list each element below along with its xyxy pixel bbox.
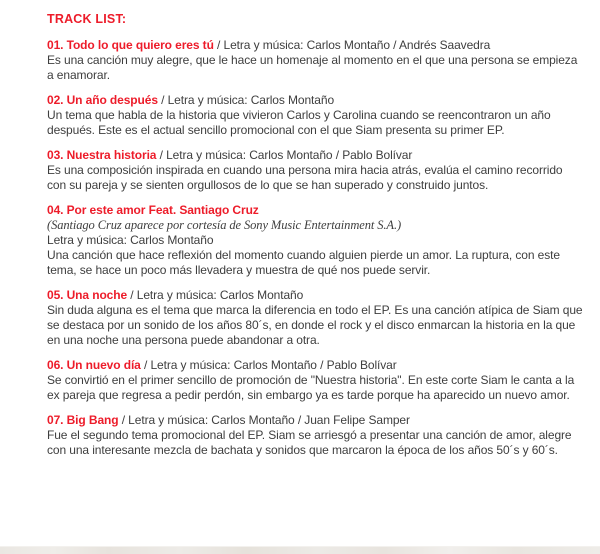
track-title: 05. Una noche	[47, 288, 128, 302]
track-credits: / Letra y música: Carlos Montaño / Andrés Saavedra	[213, 38, 491, 52]
track-header	[47, 148, 584, 163]
track-item-05	[47, 288, 584, 348]
track-title: 06. Un nuevo día	[47, 358, 141, 372]
track-credits: / Letra y música: Carlos Montaño / Pablo Bolívar	[140, 358, 397, 372]
track-courtesy-note: (Santiago Cruz aparece por cortesía de Sony Music Entertainment S.A.)	[47, 218, 402, 232]
track-title: 01. Todo lo que quiero eres tú	[47, 38, 214, 52]
track-header	[47, 38, 584, 53]
track-header	[47, 358, 584, 373]
track-header	[47, 288, 584, 303]
track-title: 02. Un año después	[47, 93, 158, 107]
track-item-03	[47, 148, 584, 193]
track-title: 03. Nuestra historia	[47, 148, 157, 162]
track-credits: / Letra y música: Carlos Montaño	[157, 93, 335, 107]
track-description: Una canción que hace reflexión del momento cuando alguien pierde un amor. La ruptura, con este tema, se hace un poco más llevadera y muestra de qué nos puede servir.	[47, 248, 560, 277]
track-description: Se convirtió en el primer sencillo de promoción de "Nuestra historia". En este corte Siam le canta a la ex pareja que regresa a pedir perdón, sin embargo ya es tarde porque ha aparecido un nuevo amor.	[47, 373, 575, 402]
track-credits: / Letra y música: Carlos Montaño / Juan Felipe Samper	[118, 413, 410, 427]
track-header	[47, 93, 584, 108]
track-credits-line: Letra y música: Carlos Montaño	[47, 233, 214, 247]
track-item-06	[47, 358, 584, 403]
track-description: Un tema que habla de la historia que vivieron Carlos y Carolina cuando se reencontraron un año después. Este es el actual sencillo promocional con el que Siam presenta su primer EP.	[47, 108, 551, 137]
bottom-photo-edge	[0, 546, 600, 554]
track-header	[47, 413, 584, 428]
track-credits: / Letra y música: Carlos Montaño	[127, 288, 304, 302]
track-description: Sin duda alguna es el tema que marca la diferencia en todo el EP. Es una canción atípica de Siam que se destaca por un sonido de los años 80´s, en donde el rock y el disco enmarcan la historia en la que en una noche una persona puede abandonar a otra.	[47, 303, 583, 347]
tracklist-document	[47, 12, 584, 468]
track-item-07	[47, 413, 584, 458]
track-title: 07. Big Bang	[47, 413, 119, 427]
track-credits: / Letra y música: Carlos Montaño / Pablo Bolívar	[156, 148, 413, 162]
track-item-02	[47, 93, 584, 138]
track-description: Fue el segundo tema promocional del EP. Siam se arriesgó a presentar una canción de amor, alegre con una interesante mezcla de bachata y sonidos que marcaron la época de los años 50´s y 60´s.	[47, 428, 572, 457]
track-description: Es una canción muy alegre, que le hace un homenaje al momento en el que una persona se empieza a enamorar.	[47, 53, 578, 82]
track-description: Es una composición inspirada en cuando una persona mira hacia atrás, evalúa el camino recorrido con su pareja y se sienten orgullosos de lo que se han superado y construido juntos.	[47, 163, 563, 192]
page-title: TRACK LIST:	[47, 12, 127, 26]
track-item-04	[47, 203, 584, 278]
track-header	[47, 203, 584, 218]
track-item-01	[47, 38, 584, 83]
track-title: 04. Por este amor Feat. Santiago Cruz	[47, 203, 259, 217]
